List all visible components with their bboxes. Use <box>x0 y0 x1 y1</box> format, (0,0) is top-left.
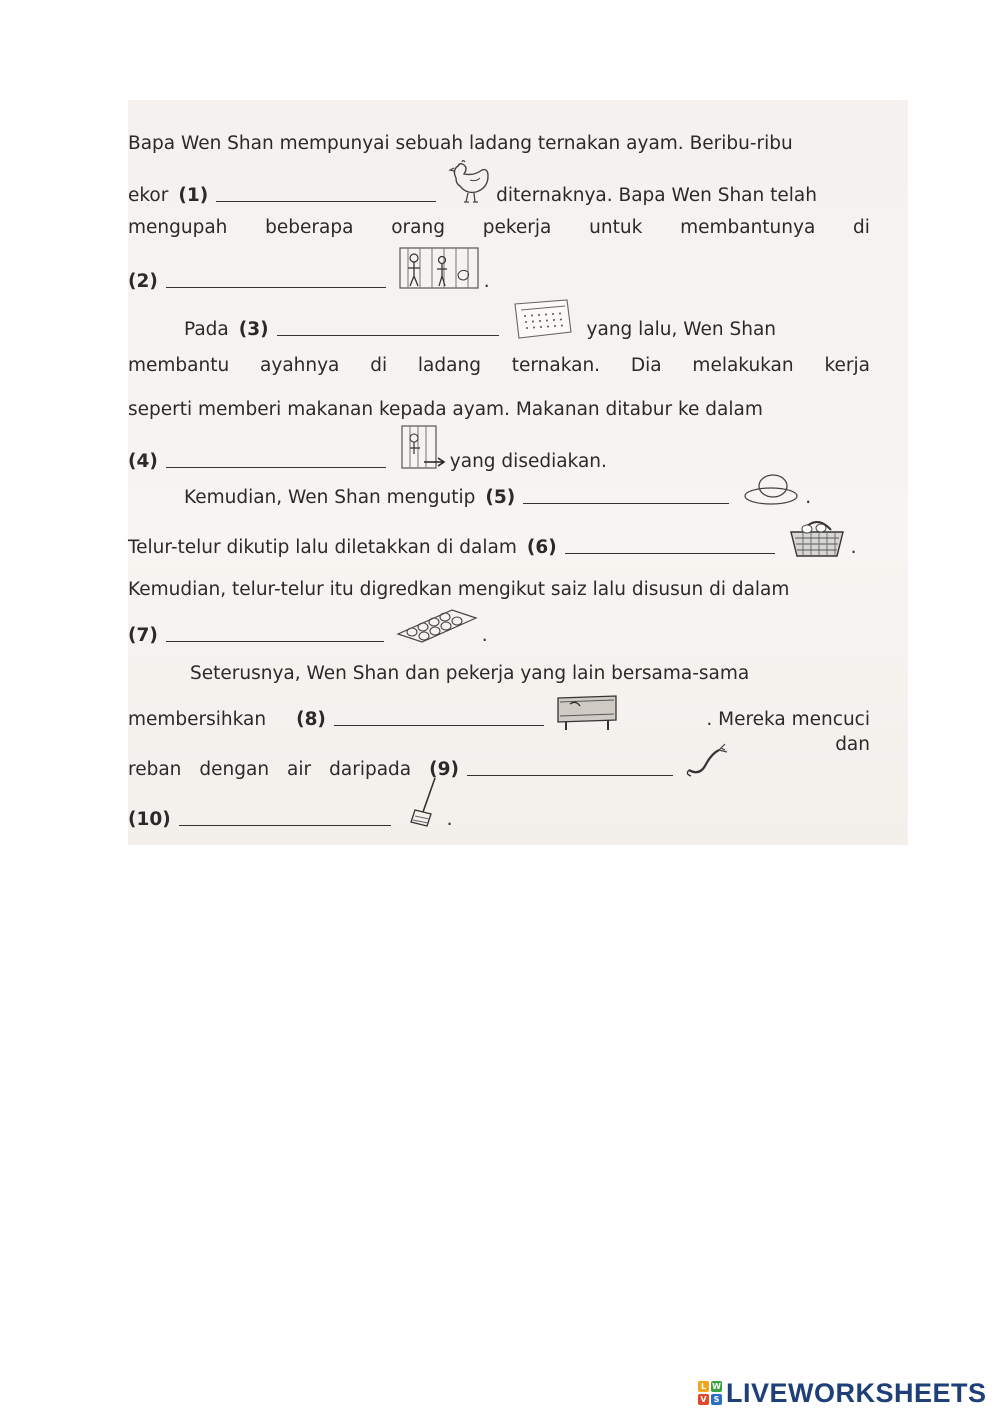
line-3-word: orang <box>391 217 445 238</box>
calendar-icon <box>511 298 573 340</box>
line-10-text: Telur-telur dikutip lalu diletakkan di dalam <box>128 537 517 558</box>
line-6-word: di <box>370 355 388 376</box>
line-9 <box>128 468 908 508</box>
egg-icon <box>741 472 801 508</box>
line-15-word: reban <box>128 759 182 780</box>
blank-8-number: (8) <box>296 709 326 730</box>
line-5-text-b: yang lalu, Wen Shan <box>586 319 777 340</box>
line-9-end: . <box>805 487 812 508</box>
feeder-icon <box>398 422 446 472</box>
line-15-word: air <box>287 759 312 780</box>
mark-letter: S <box>711 1394 722 1405</box>
answer-blank-3[interactable] <box>277 334 499 336</box>
egg-tray-icon <box>396 606 478 646</box>
answer-blank-2[interactable] <box>166 286 386 288</box>
blank-3-number: (3) <box>238 319 269 340</box>
line-11-text: Kemudian, telur-telur itu digredkan mengikut saiz lalu disusun di dalam <box>128 579 790 600</box>
line-3-word: mengupah <box>128 217 228 238</box>
line-3-word: di <box>853 217 870 238</box>
line-6-word: membantu <box>128 355 230 376</box>
answer-blank-10[interactable] <box>179 824 391 826</box>
line-4 <box>128 242 908 292</box>
mark-letter: V <box>698 1394 709 1405</box>
liveworksheets-wordmark: LIVEWORKSHEETS <box>726 1377 987 1408</box>
line-16-end: . <box>446 809 453 830</box>
line-7-text: seperti memberi makanan kepada ayam. Makanan ditabur ke dalam <box>128 399 763 420</box>
line-3-word: untuk <box>589 217 643 238</box>
line-1 <box>128 126 908 154</box>
answer-blank-1[interactable] <box>216 200 436 202</box>
line-4-end: . <box>483 271 490 292</box>
line-10 <box>128 514 908 558</box>
line-11 <box>128 572 908 600</box>
blank-9-number: (9) <box>429 759 459 780</box>
line-14-text-a: membersihkan <box>128 709 267 730</box>
blank-10-number: (10) <box>128 809 171 830</box>
line-3-word: membantunya <box>680 217 816 238</box>
line-6-word: Dia <box>630 355 662 376</box>
line-8-text: yang disediakan. <box>449 451 607 472</box>
line-9-text: Kemudian, Wen Shan mengutip <box>184 487 476 508</box>
blank-4-number: (4) <box>128 451 158 472</box>
line-12 <box>128 600 908 646</box>
blank-5-number: (5) <box>485 487 516 508</box>
broom-icon <box>403 776 443 830</box>
line-6-word: ayahnya <box>260 355 340 376</box>
blank-6-number: (6) <box>526 537 557 558</box>
line-6-word: ternakan. <box>511 355 601 376</box>
liveworksheets-logo <box>698 1379 987 1407</box>
blank-1-number: (1) <box>178 185 209 206</box>
line-6-word: kerja <box>824 355 870 376</box>
line-3-word: pekerja <box>482 217 552 238</box>
line-16 <box>128 776 908 830</box>
mark-letter: W <box>712 1382 721 1391</box>
answer-blank-6[interactable] <box>565 552 775 554</box>
line-15-word: dengan <box>199 759 270 780</box>
answer-blank-5[interactable] <box>523 502 729 504</box>
line-15-end: dan <box>835 734 870 755</box>
blank-7-number: (7) <box>128 625 158 646</box>
line-6-word: melakukan <box>692 355 794 376</box>
liveworksheets-mark-icon <box>698 1381 722 1405</box>
basket-icon <box>787 516 847 558</box>
line-6 <box>128 348 870 376</box>
line-5 <box>128 292 908 340</box>
hose-icon <box>685 740 729 780</box>
line-3-word: beberapa <box>265 217 354 238</box>
line-1-text: Bapa Wen Shan mempunyai sebuah ladang ternakan ayam. Beribu-ribu <box>128 133 793 154</box>
answer-blank-8[interactable] <box>334 724 544 726</box>
chicken-icon <box>448 156 492 206</box>
line-13-text: Seterusnya, Wen Shan dan pekerja yang lain bersama-sama <box>190 663 750 684</box>
line-6-word: ladang <box>417 355 481 376</box>
line-3 <box>128 210 870 238</box>
line-15-word: daripada <box>329 759 412 780</box>
line-10-end: . <box>850 537 857 558</box>
line-13 <box>128 656 908 684</box>
line-12-end: . <box>481 625 488 646</box>
line-7 <box>128 392 908 420</box>
line-5-text-a: Pada <box>184 319 229 340</box>
line-15 <box>128 734 870 780</box>
line-14-text-b: . Mereka mencuci <box>706 709 870 730</box>
line-2-text-b: diternaknya. Bapa Wen Shan telah <box>496 185 817 206</box>
mark-letter: L <box>698 1381 709 1392</box>
worksheet-scan <box>128 100 908 845</box>
pen-workers-icon <box>398 244 480 292</box>
line-2-text-a: ekor <box>128 185 169 206</box>
line-8 <box>128 420 908 472</box>
answer-blank-7[interactable] <box>166 640 384 642</box>
line-2 <box>128 156 908 206</box>
chicken-coop-icon <box>556 690 620 730</box>
blank-2-number: (2) <box>128 271 158 292</box>
line-14 <box>128 684 870 730</box>
